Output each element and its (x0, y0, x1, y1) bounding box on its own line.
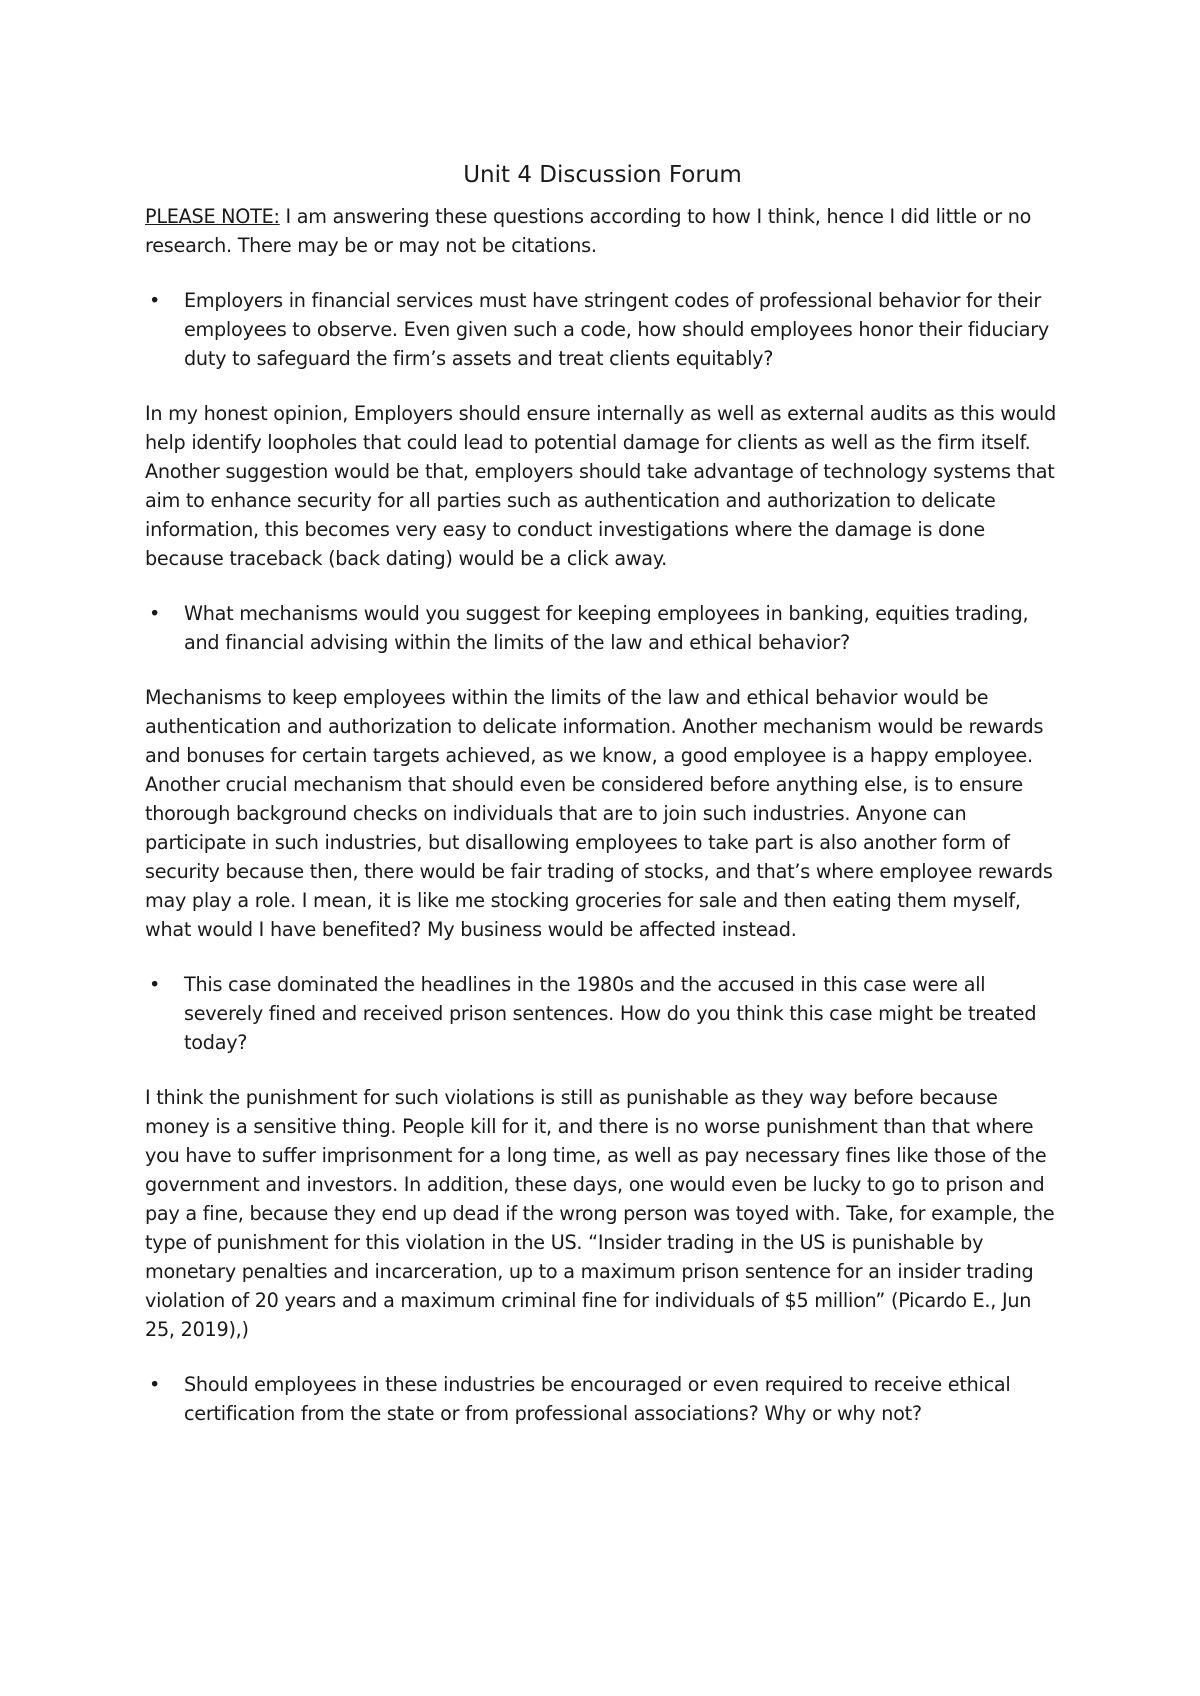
note-label: PLEASE NOTE: (145, 205, 280, 228)
note-paragraph (145, 202, 1060, 260)
question-text: This case dominated the headlines in the 1980s and the accused in this case were all severely fined and received prison sentences. How do you think this case might be treated today? (184, 973, 1037, 1054)
bullet-icon: • (149, 602, 161, 625)
question-text: Should employees in these industries be encouraged or even required to receive ethical certification from the state or from professional associations? Why or why not? (184, 1373, 1011, 1425)
answer-3: I think the punishment for such violations is still as punishable as they way before because money is a sensitive thing. People kill for it, and there is no worse punishment than that where you have to suffer imprisonment for a long time, as well as pay necessary fines like those of the government and investors. In addition, these days, one would even be lucky to go to prison and pay a fine, because they end up dead if the wrong person was toyed with. Take, for example, the type of punishment for this violation in the US. “Insider trading in the US is punishable by monetary penalties and incarceration, up to a maximum prison sentence for an insider trading violation of 20 years and a maximum criminal fine for individuals of $5 million” (Picardo E., Jun 25, 2019),) (145, 1086, 1055, 1341)
answer-2: Mechanisms to keep employees within the limits of the law and ethical behavior would be authentication and authorization to delicate information. Another mechanism would be rewards and bonuses for certain targets achieved, as we know, a good employee is a happy employee. Another crucial mechanism that should even be considered before anything else, is to ensure thorough background checks on individuals that are to join such industries. Anyone can participate in such industries, but disallowing employees to take part is also another form of security because then, there would be fair trading of stocks, and that’s where employee rewards may play a role. I mean, it is like me stocking groceries for sale and then eating them myself, what would I have benefited? My business would be affected instead. (145, 686, 1053, 941)
bullet-icon: • (149, 1373, 161, 1396)
bullet-icon: • (149, 289, 161, 312)
answer-1: In my honest opinion, Employers should ensure internally as well as external audits as this would help identify loopholes that could lead to potential damage for clients as well as the firm itself. Another suggestion would be that, employers should take advantage of technology systems that aim to enhance security for all parties such as authentication and authorization to delicate information, this becomes very easy to conduct investigations where the damage is done because traceback (back dating) would be a click away. (145, 402, 1057, 570)
bullet-icon: • (149, 973, 161, 996)
question-3 (145, 970, 1060, 1057)
document-title: Unit 4 Discussion Forum (463, 162, 742, 188)
note-text: I am answering these questions according to how I think, hence I did little or no research. There may be or may not be citations. (145, 205, 1032, 257)
question-text: Employers in financial services must have stringent codes of professional behavior for their employees to observe. Even given such a code, how should employees honor their fiduciary duty to safeguard the firm’s assets and treat clients equitably? (184, 289, 1049, 370)
question-4 (145, 1370, 1060, 1428)
document-page (145, 160, 1060, 1454)
question-1 (145, 286, 1060, 373)
question-2 (145, 599, 1060, 657)
question-text: What mechanisms would you suggest for keeping employees in banking, equities trading, and financial advising within the limits of the law and ethical behavior? (184, 602, 1029, 654)
